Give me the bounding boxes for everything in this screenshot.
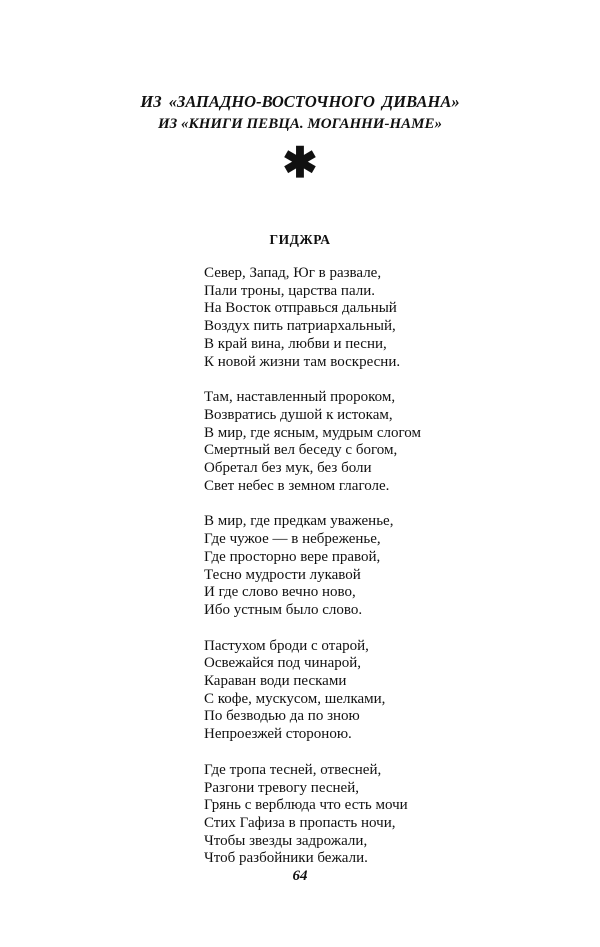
section-subheading: ИЗ «КНИГИ ПЕВЦА. МОГАННИ-НАМЕ» <box>157 116 442 132</box>
poem-line: Непроезжей стороною. <box>204 726 352 743</box>
poem-line: На Восток отправься дальный <box>204 300 397 317</box>
poem-line: Чтобы звезды задрожали, <box>204 832 368 849</box>
poem-line: Тесно мудрости лукавой <box>204 566 361 583</box>
poem-line: Там, наставленный пророком, <box>204 389 396 406</box>
poem-line: По безводью да по зною <box>204 708 360 725</box>
poem-line: Воздух пить патриархальный, <box>204 318 396 335</box>
stanza <box>204 762 421 868</box>
poem-line: Разгони тревогу песней, <box>204 779 359 796</box>
poem-line: С кофе, мускусом, шелками, <box>204 690 386 707</box>
poem-line: Обретал без мук, без боли <box>204 460 372 477</box>
poem-body <box>204 265 421 886</box>
poem-line: И где слово вечно ново, <box>204 584 356 601</box>
poem-line: Смертный вел беседу с богом, <box>204 442 398 459</box>
stanza <box>204 638 421 744</box>
poem-title: ГИДЖРА <box>269 232 331 247</box>
poem-line: Ибо устным было слово. <box>204 601 363 618</box>
page-number: 64 <box>292 868 308 884</box>
stanza <box>204 389 421 495</box>
poem-line: В край вина, любви и песни, <box>204 335 387 352</box>
poem-line: Караван води песками <box>204 673 347 690</box>
stanza <box>204 513 421 619</box>
poem-line: Где тропа тесней, отвесней, <box>204 761 382 778</box>
poem-line: Где просторно вере правой, <box>204 548 381 565</box>
poem-line: В мир, где предкам уваженье, <box>204 513 394 530</box>
stanza <box>204 265 421 371</box>
section-heading: ИЗ «ЗАПАДНО-ВОСТОЧНОГО ДИВАНА» <box>140 92 460 111</box>
poem-line: Чтоб разбойники бежали. <box>204 850 368 867</box>
poem-line: Освежайся под чинарой, <box>204 655 362 672</box>
poem-line: В мир, где ясным, мудрым слогом <box>204 424 422 441</box>
poem-line: К новой жизни там воскресни. <box>204 353 401 370</box>
poem-line: Пастухом броди с отарой, <box>204 637 369 654</box>
poem-line: Пали троны, царства пали. <box>204 282 375 299</box>
poem-line: Грянь с верблюда что есть мочи <box>204 797 408 814</box>
poem-line: Стих Гафиза в пропасть ночи, <box>204 814 396 831</box>
poem-line: Возвратись душой к истокам, <box>204 406 393 423</box>
poem-line: Север, Запад, Юг в развале, <box>204 265 382 281</box>
poem-line: Свет небес в земном глаголе. <box>204 477 390 494</box>
poem-line: Где чужое — в небреженье, <box>204 531 381 548</box>
asterisk-ornament-icon: ✱ <box>282 141 318 187</box>
